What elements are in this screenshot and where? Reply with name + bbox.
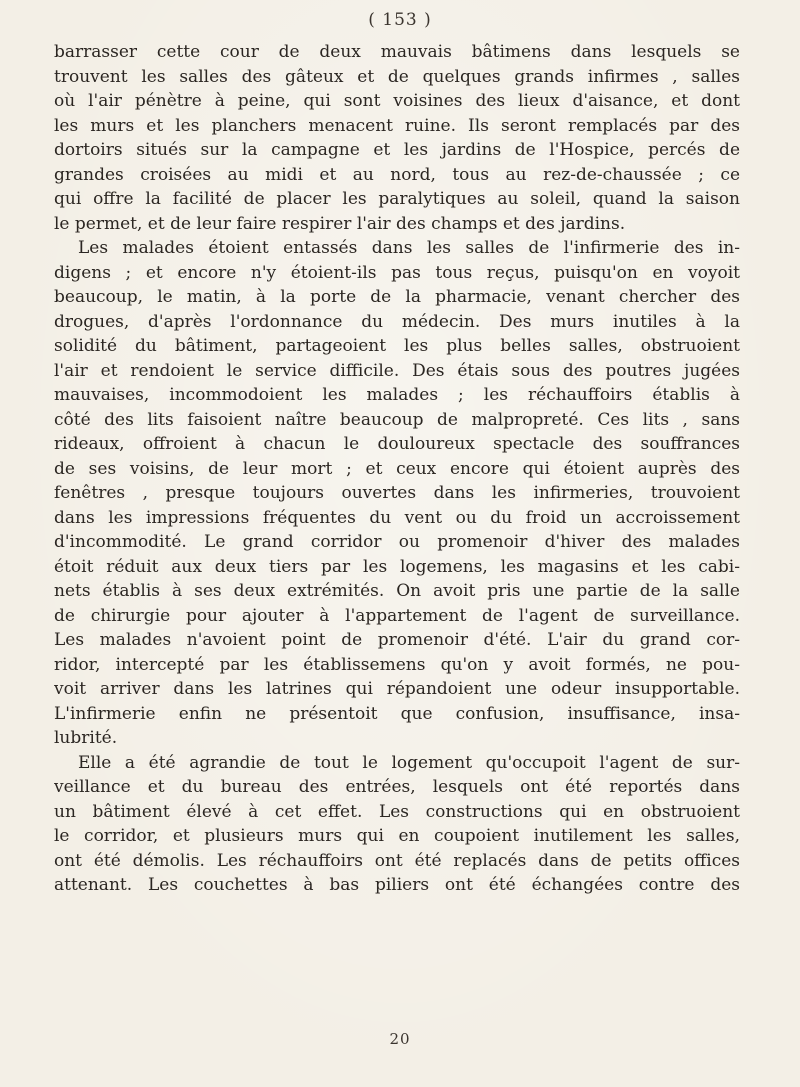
text-line: mauvaises, incommodoient les malades ; les réchauffoirs établis à <box>54 385 740 405</box>
page-number-header: ( 153 ) <box>368 10 432 30</box>
text-line: d'incommodité. Le grand corridor ou promenoir d'hiver des malades <box>54 532 740 552</box>
body-text <box>54 40 740 898</box>
text-line: digens ; et encore n'y étoient-ils pas tous reçus, puisqu'on en voyoit <box>54 262 740 283</box>
text-line: qui offre la facilité de placer les paralytiques au soleil, quand la saison <box>54 189 740 209</box>
text-line: barrasser cette cour de deux mauvais bâtimens dans lesquels se <box>54 42 740 62</box>
text-line: grandes croisées au midi et au nord, tous au rez-de-chaussée ; ce <box>54 164 740 185</box>
signature-mark: 20 <box>389 1030 411 1048</box>
text-line: trouvent les salles des gâteux et de quelques grands infirmes , salles <box>54 66 740 87</box>
text-line: veillance et du bureau des entrées, lesquels ont été reportés dans <box>54 777 740 797</box>
text-line: voit arriver dans les latrines qui répandoient une odeur insupportable. <box>54 679 740 699</box>
text-line: étoit réduit aux deux tiers par les logemens, les magasins et les cabi- <box>54 556 740 577</box>
text-line: de ses voisins, de leur mort ; et ceux encore qui étoient auprès des <box>54 458 740 479</box>
text-line: drogues, d'après l'ordonnance du médecin. Des murs inutiles à la <box>54 311 740 332</box>
text-line: nets établis à ses deux extrémités. On avoit pris une partie de la salle <box>54 581 740 601</box>
text-line: côté des lits faisoient naître beaucoup de malpropreté. Ces lits , sans <box>54 409 740 430</box>
text-line: attenant. Les couchettes à bas piliers ont été échangées contre des <box>54 875 740 895</box>
text-line: le corridor, et plusieurs murs qui en coupoient inutilement les salles, <box>54 826 740 846</box>
text-line: L'infirmerie enfin ne présentoit que confusion, insuffisance, insa- <box>54 703 740 724</box>
text-line: Les malades n'avoient point de promenoir d'été. L'air du grand cor- <box>54 630 740 650</box>
text-line: le permet, et de leur faire respirer l'air des champs et des jardins. <box>54 213 626 234</box>
text-line: ridor, intercepté par les établissemens qu'on y avoit formés, ne pou- <box>54 654 740 675</box>
text-line: l'air et rendoient le service difficile. Des étais sous des poutres jugées <box>54 360 740 381</box>
text-line: fenêtres , presque toujours ouvertes dans les infirmeries, trouvoient <box>54 483 740 503</box>
text-line: ont été démolis. Les réchauffoirs ont été replacés dans de petits offices <box>54 850 740 871</box>
text-line: Les malades étoient entassés dans les salles de l'infirmerie des in- <box>78 238 740 258</box>
text-line: les murs et les planchers menacent ruine. Ils seront remplacés par des <box>54 115 740 136</box>
text-line: beaucoup, le matin, à la porte de la pharmacie, venant chercher des <box>54 287 740 307</box>
text-line: Elle a été agrandie de tout le logement qu'occupoit l'agent de sur- <box>78 752 740 773</box>
text-line: dans les impressions fréquentes du vent ou du froid un accroissement <box>54 507 740 528</box>
text-line: solidité du bâtiment, partageoient les plus belles salles, obstruoient <box>54 336 740 356</box>
text-line: de chirurgie pour ajouter à l'appartement de l'agent de surveillance. <box>54 605 740 626</box>
text-line: dortoirs situés sur la campagne et les jardins de l'Hospice, percés de <box>54 140 740 160</box>
text-line: rideaux, offroient à chacun le douloureux spectacle des souffrances <box>54 434 740 454</box>
text-line: lubrité. <box>54 728 118 748</box>
text-line: où l'air pénètre à peine, qui sont voisines des lieux d'aisance, et dont <box>54 91 740 111</box>
text-line: un bâtiment élevé à cet effet. Les constructions qui en obstruoient <box>54 801 740 822</box>
